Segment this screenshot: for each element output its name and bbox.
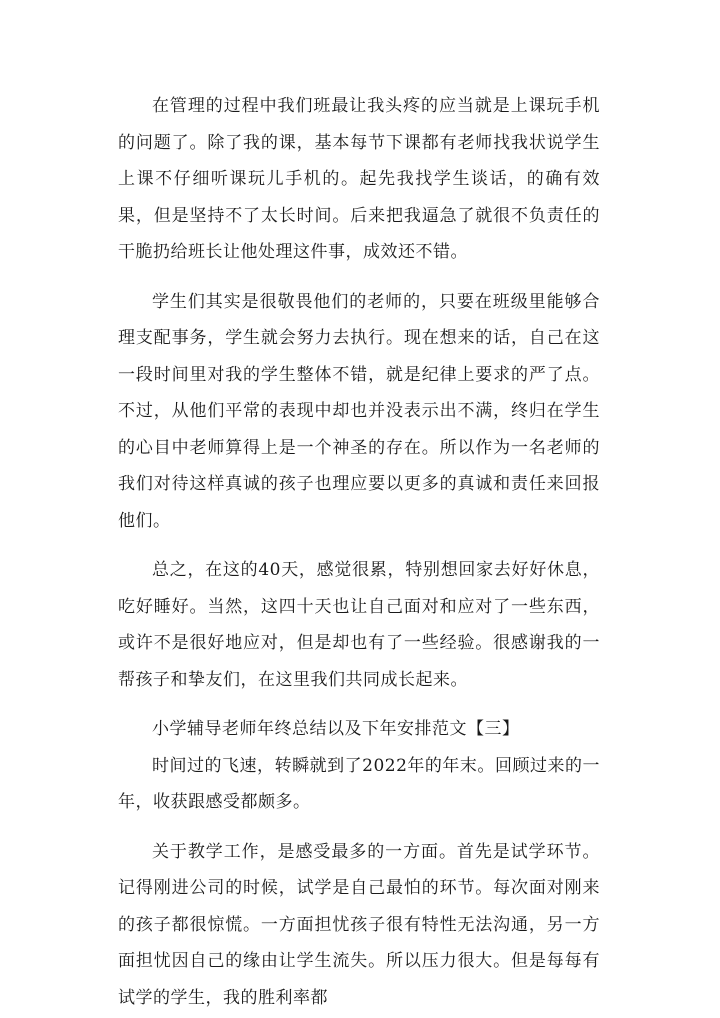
section-heading: 小学辅导老师年终总结以及下年安排范文【三】 bbox=[152, 719, 520, 739]
document-page bbox=[118, 88, 600, 1016]
paragraph-summary: 总之，在这的40天，感觉很累，特别想回家去好好休息，吃好睡好。当然，这四十天也让自己面对和应对了一些东西，或许不是很好地应对，但是却也有了一些经验。很感谢我的一帮孩子和挚友们，在这里我们共同成长起来。 bbox=[118, 560, 600, 690]
paragraph-students-respect: 学生们其实是很敬畏他们的老师的，只要在班级里能够合理支配事务，学生就会努力去执行。现在想来的话，自己在这一段时间里对我的学生整体不错，就是纪律上要求的严了点。不过，从他们平常的表现中却也并没表示出不满，终归在学生的心目中老师算得上是一个神圣的存在。所以作为一名老师的我们对待这样真诚的孩子也理应要以更多的真诚和责任来回报他们。 bbox=[118, 291, 600, 531]
paragraph-teaching-work: 关于教学工作，是感受最多的一方面。首先是试学环节。记得刚进公司的时候，试学是自己最怕的环节。每次面对刚来的孩子都很惊慌。一方面担忧孩子很有特性无法沟通，另一方面担忧因自己的缘由让学生流失。所以压力很大。但是每每有试学的学生，我的胜利率都 bbox=[118, 841, 600, 1008]
paragraph-year-review: 时间过的飞速，转瞬就到了2022年的年末。回顾过来的一年，收获跟感受都颇多。 bbox=[118, 755, 600, 812]
paragraph-phone-management: 在管理的过程中我们班最让我头疼的应当就是上课玩手机的问题了。除了我的课，基本每节下课都有老师找我状说学生上课不仔细听课玩儿手机的。起先我找学生谈话，的确有效果，但是坚持不了太长时间。后来把我逼急了就很不负责任的干脆扔给班长让他处理这件事，成效还不错。 bbox=[118, 96, 600, 262]
